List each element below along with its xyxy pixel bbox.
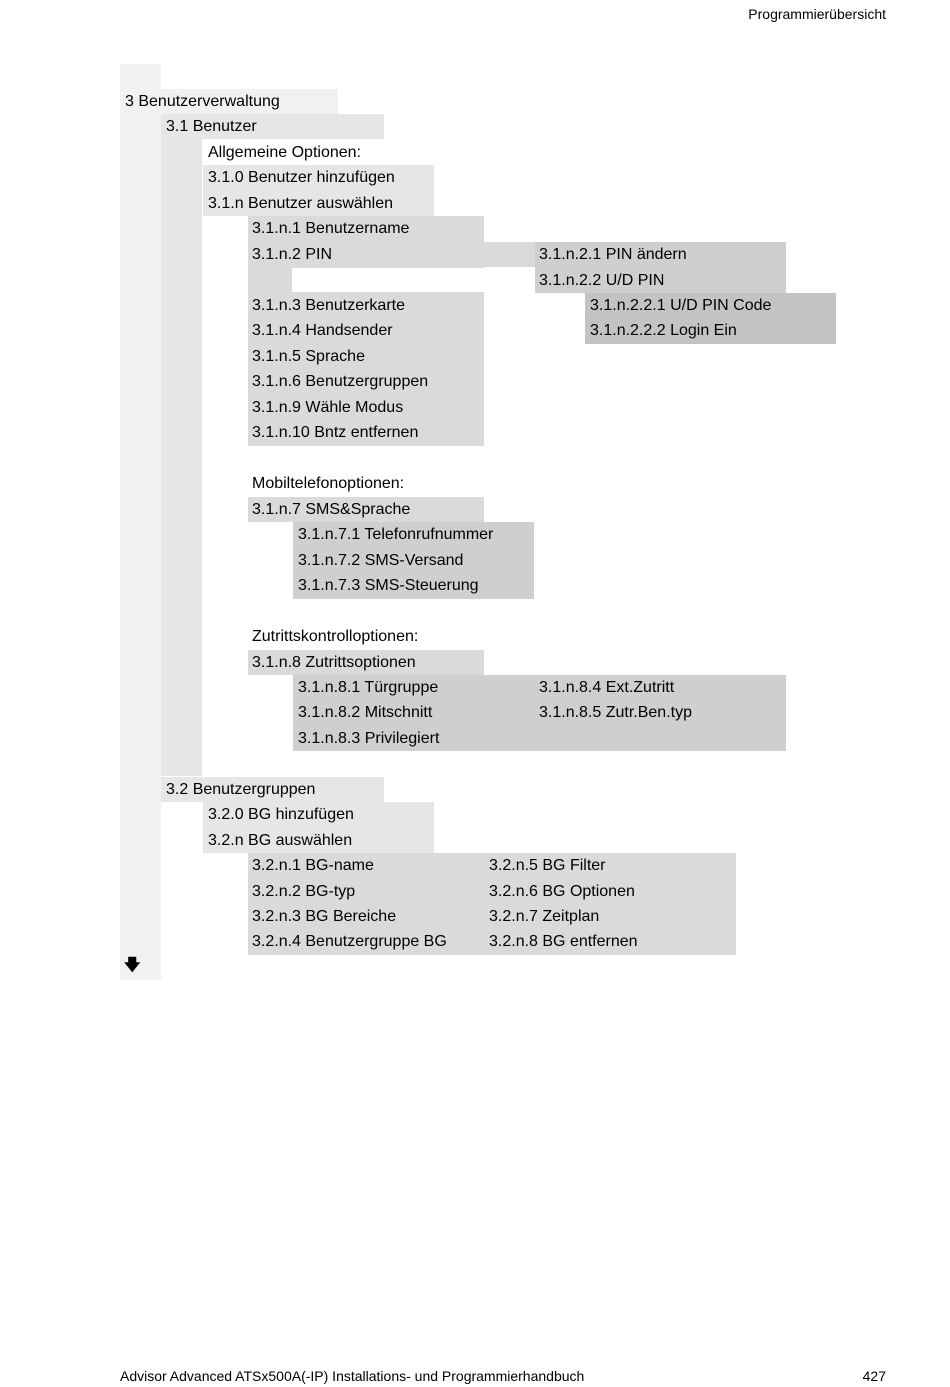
menu-pin-sub: 3.1.n.2.1 PIN ändern: [539, 246, 687, 263]
mobile-options-heading: Mobiltelefonoptionen:: [252, 475, 405, 492]
level1-band: [120, 64, 161, 980]
menu-ud-pin-sub: 3.1.n.2.2.1 U/D PIN Code: [590, 297, 772, 314]
menu-group-select: 3.2.n BG auswählen: [208, 832, 353, 849]
menu-access-sub: 3.1.n.8.3 Privilegiert: [298, 730, 440, 747]
menu-user-option: 3.1.n.3 Benutzerkarte: [252, 297, 405, 314]
menu-user-option: 3.1.n.4 Handsender: [252, 322, 393, 339]
menu-access-sub: 3.1.n.8.2 Mitschnitt: [298, 704, 433, 721]
menu-root: 3 Benutzerverwaltung: [125, 93, 280, 110]
general-options-heading: Allgemeine Optionen:: [208, 144, 361, 161]
menu-access-sub: 3.1.n.8.4 Ext.Zutritt: [539, 679, 675, 696]
arrow-down-icon: 🡇: [124, 957, 141, 974]
menu-groups: 3.2 Benutzergruppen: [166, 781, 316, 798]
menu-group-option: 3.2.n.5 BG Filter: [489, 857, 606, 874]
pin-gap: [292, 268, 484, 292]
menu-sms: 3.1.n.7 SMS&Sprache: [252, 501, 411, 518]
menu-access-sub: 3.1.n.8.5 Zutr.Ben.typ: [539, 704, 692, 721]
page-number: 427: [862, 1368, 886, 1384]
menu-user-option: 3.1.n.6 Benutzergruppen: [252, 373, 429, 390]
menu-pin-sub: 3.1.n.2.2 U/D PIN: [539, 272, 665, 289]
menu-user-option: 3.1.n.10 Bntz entfernen: [252, 424, 419, 441]
page-header: Programmierübersicht: [748, 6, 886, 22]
menu-user-option: 3.1.n.2 PIN: [252, 246, 333, 263]
menu-group-option: 3.2.n.2 BG-typ: [252, 883, 356, 900]
menu-user-option: 3.1.n.1 Benutzername: [252, 220, 410, 237]
menu-group-option: 3.2.n.6 BG Optionen: [489, 883, 635, 900]
menu-sms-sub: 3.1.n.7.2 SMS-Versand: [298, 552, 464, 569]
level2-band-users: [161, 114, 202, 776]
menu-group-option: 3.2.n.1 BG-name: [252, 857, 374, 874]
menu-group-option: 3.2.n.3 BG Bereiche: [252, 908, 397, 925]
menu-user-select: 3.1.n Benutzer auswählen: [208, 195, 394, 212]
menu-access: 3.1.n.8 Zutrittsoptionen: [252, 654, 416, 671]
menu-user-option: 3.1.n.5 Sprache: [252, 348, 365, 365]
access-options-heading: Zutrittskontrolloptionen:: [252, 628, 419, 645]
footer-title: Advisor Advanced ATSx500A(-IP) Installations- und Programmierhandbuch: [120, 1368, 585, 1384]
pin-connector: [484, 242, 535, 267]
menu-sms-sub: 3.1.n.7.3 SMS-Steuerung: [298, 577, 479, 594]
menu-group-option: 3.2.n.4 Benutzergruppe BG: [252, 933, 447, 950]
menu-access-sub: 3.1.n.8.1 Türgruppe: [298, 679, 439, 696]
menu-users: 3.1 Benutzer: [166, 118, 257, 135]
menu-sms-sub: 3.1.n.7.1 Telefonrufnummer: [298, 526, 494, 543]
menu-user-option: 3.1.n.9 Wähle Modus: [252, 399, 404, 416]
menu-group-option: 3.2.n.7 Zeitplan: [489, 908, 600, 925]
menu-user-add: 3.1.0 Benutzer hinzufügen: [208, 169, 395, 186]
menu-ud-pin-sub: 3.1.n.2.2.2 Login Ein: [590, 322, 737, 339]
menu-group-option: 3.2.n.8 BG entfernen: [489, 933, 638, 950]
menu-group-add: 3.2.0 BG hinzufügen: [208, 806, 354, 823]
